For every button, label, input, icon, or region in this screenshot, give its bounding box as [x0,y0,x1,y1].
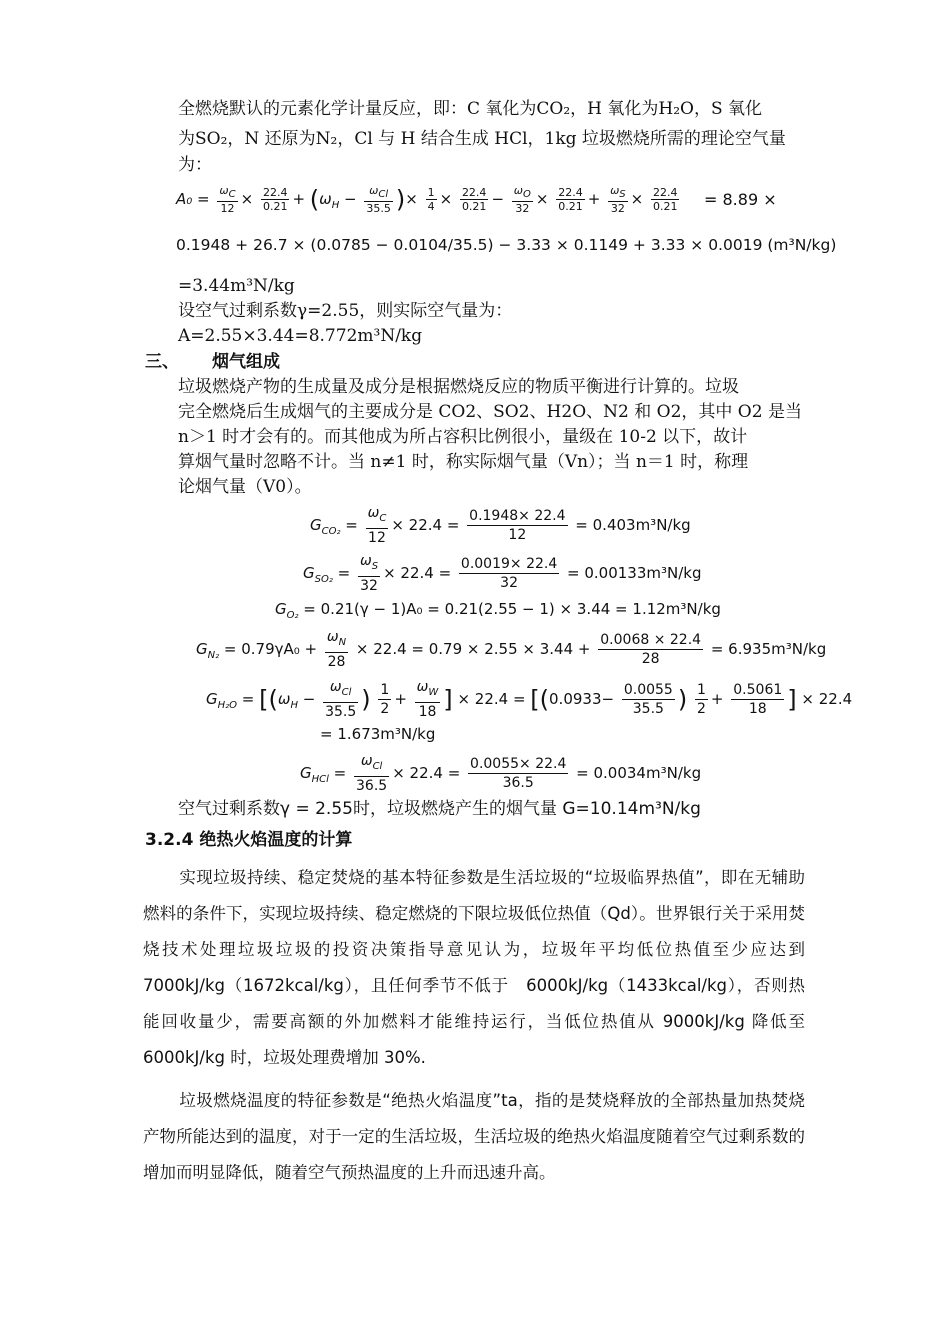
section-3-line-5: 论烟气量（V0）。 [178,477,312,497]
eq-g-n2: $G_{N_2} = 0.79\gamma A_0$ + $\frac{\omega_N}{28}$ × 22.4 = 0.79 × 2.55 × 3.44 + $\frac{0.0068 \times 22.4}{28}$ = 6.935m³N/kg [196,629,827,670]
eq-hcl-result: = 0.0034m³N/kg [576,763,702,782]
section-3-line-2: 完全燃烧后生成烟气的主要成分是 CO2、SO2、H2O、N2 和 O2，其中 O2 是当 [178,402,802,422]
eq-co2-result: = 0.403m³N/kg [575,515,691,534]
eq-so2-den: 32 [500,574,518,591]
eq-hcl-num: 0.0055× 22.4 [470,755,567,772]
eq-so2-num: 0.0019× 22.4 [460,555,558,572]
a0-formula: A₀ = $\frac{\omega_C}{12}$ × $\frac{22.4}{0.21}$ + ($\omega_H$ − $\frac{\omega_{Cl}}{35.5}$ )× $\frac{1}{4}$ × $\frac{22.4}{0.21}$ − $\frac{\omega_O}{32}$ × $\frac{22.4}{0.21}$ + $\frac{\omega_S}{32}$ × $\frac{22.4}{0.21}$ [176,184,678,216]
eq-g-co2: $G_{CO_2}$ = $\frac{\omega_C}{12}$ × 22.4 = $\frac{0.1948\times 22.4}{12}$ = 0.403m³N/kg [310,505,691,546]
section-3-title: 烟气组成 [212,352,280,372]
eq-h2o-result: = 1.673m³N/kg [320,725,436,743]
a0-lhs: A₀ = [176,190,210,209]
eq-co2-num: 0.1948× 22.4 [469,507,566,524]
a0-result: =3.44m³N/kg [178,276,295,296]
section-3-line-4: 算烟气量时忽略不计。当 n≠1 时，称实际烟气量（Vn）；当 n＝1 时，称理 [178,452,749,472]
intro-line-3: 为： [178,155,212,175]
a0-line-2: 0.1948 + 26.7 × (0.0785 − 0.0104/35.5) − 3.33 × 0.1149 + 3.33 × 0.0019 (m³N/kg) [176,236,837,254]
section-3-2-4-heading: 3.2.4 绝热火焰温度的计算 [145,830,353,850]
eq-n2-mid: × 22.4 = 0.79 × 2.55 × 3.44 + [355,639,591,658]
section-3-line-1: 垃圾燃烧产物的生成量及成分是根据燃烧反应的物质平衡进行计算的。垃圾 [178,377,739,397]
a0-rhs: = 8.89 × [704,190,777,209]
eq-co2-den: 12 [508,526,527,543]
section-3-2-4-paragraph-2: 垃圾燃烧温度的特征参数是“绝热火焰温度”ta，指的是焚烧释放的全部热量加热焚烧产物所能达到的温度，对于一定的生活垃圾，生活垃圾的绝热火焰温度随着空气过剩系数的增加而明显降低，随着空气预热温度的上升而迅速升高。 [143,1091,805,1182]
eq-o2-text: = 0.21(γ − 1)A₀ = 0.21(2.55 − 1) × 3.44 = 1.12m³N/kg [303,600,721,618]
section-3-number: 三、 [145,352,179,372]
flue-gas-total: 空气过剩系数γ = 2.55时，垃圾燃烧产生的烟气量 G=10.14m³N/kg [178,799,701,819]
eq-n2-result: = 6.935m³N/kg [710,639,827,658]
eq-n2-num: 0.0068 × 22.4 [600,631,702,648]
excess-air-line-1: 设空气过剩系数γ=2.55，则实际空气量为： [178,301,513,321]
eq-so2-result: = 0.00133m³N/kg [567,563,702,582]
excess-air-line-2: A=2.55×3.44=8.772m³N/kg [178,326,423,346]
eq-n2-den: 28 [641,650,660,667]
section-3-line-3: n＞1 时才会有的。而其他成为所占容积比例很小，量级在 10-2 以下，故计 [178,427,748,447]
eq-g-so2: $G_{SO_2}$ = $\frac{\omega_S}{32}$ × 22.4 = $\frac{0.0019\times 22.4}{32}$ = 0.00133m³N/kg [303,553,702,594]
eq-g-o2: $G_{O_2} = 0.21(\gamma - 1)A_0 = 0.21(2.55 - 1) \times 3.44 = 1.12m^3N/kg$ [275,600,721,621]
eq-g-hcl: $G_{HCl}$ = $\frac{\omega_{Cl}}{36.5}$ × 22.4 = $\frac{0.0055\times 22.4}{36.5}$ = 0.0034m³N/kg [300,753,702,794]
eq-hcl-den: 36.5 [502,774,534,791]
section-3-2-4-paragraph-1: 实现垃圾持续、稳定焚烧的基本特征参数是生活垃圾的“垃圾临界热值”，即在无辅助燃料的条件下，实现垃圾持续、稳定燃烧的下限垃圾低位热值（Qd）。世界银行关于采用焚烧技术处理垃圾垃圾的投资决策指导意见认为，垃圾年平均低位热值至少应达到 7000kJ/kg（1672kcal/kg），且任何季节不低于 6000kJ/kg（1433kcal/kg），否则热能回收量少，需要高额的外加燃料才能维持运行，当低位热值从 9000kJ/kg 降低至 6000kJ/kg 时，垃圾处理费增加 30%. [143,868,822,1067]
intro-line-1: 全燃烧默认的元素化学计量反应，即：C 氧化为CO₂，H 氧化为H₂O，S 氧化 [178,99,763,119]
intro-line-2: 为SO₂，N 还原为N₂，Cl 与 H 结合生成 HCl，1kg 垃圾燃烧所需的理论空气量 [178,129,786,149]
eq-g-h2o: $G_{H_2O} = [(\omega_H$ − $\frac{\omega_{Cl}}{35.5}$ ) $\frac{1}{2}$ + $\frac{\omega_W}{18}$ ] × 22.4 = [(0.0933− $\frac{0.0055}{35.5}$ ) $\frac{1}{2}$ + $\frac{0.5061}{18}$ ] × 22.4 [206,679,853,720]
